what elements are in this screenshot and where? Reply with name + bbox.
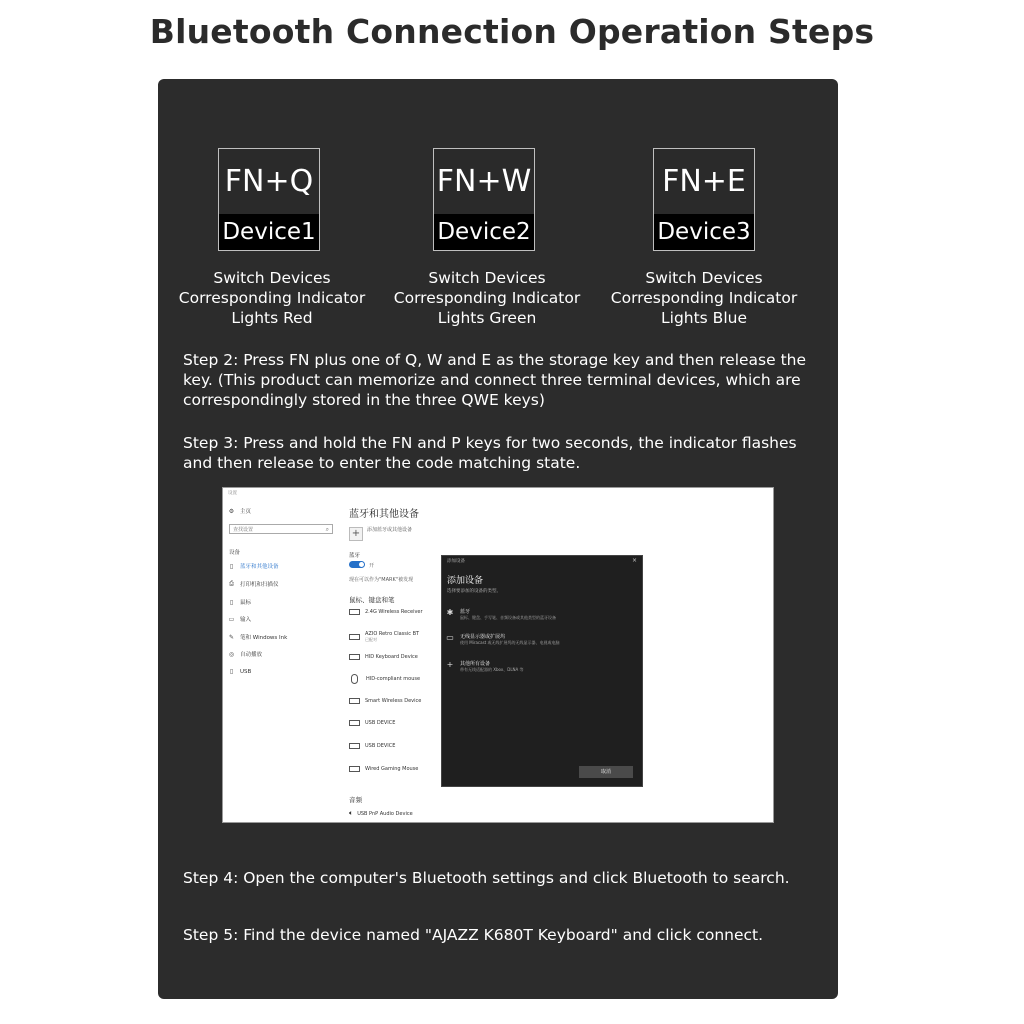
bluetooth-settings-screenshot [222, 487, 774, 823]
key-desc-line: Switch Devices [645, 269, 763, 287]
key-device-label: Device3 [654, 214, 754, 250]
key-description [167, 268, 377, 328]
device-row[interactable] [349, 720, 395, 726]
key-description [599, 268, 809, 328]
device-row[interactable] [349, 743, 395, 749]
typing-icon: ▭ [228, 615, 235, 623]
speaker-icon: 🔈︎ [349, 809, 354, 817]
home-icon: ⚙ [228, 507, 235, 515]
key-fn-e [653, 148, 755, 251]
plus-icon: + [446, 660, 454, 669]
nav-label: 笔和 Windows Ink [240, 635, 288, 641]
key-desc-line: Lights Green [437, 309, 537, 327]
key-device-label: Device2 [434, 214, 534, 250]
device-row[interactable] [349, 631, 419, 643]
key-desc-line: Switch Devices [213, 269, 331, 287]
key-combo: FN+E [662, 164, 746, 199]
option-title: 其他所有设备 [460, 661, 491, 667]
key-description [382, 268, 592, 328]
nav-printers[interactable] [228, 580, 279, 588]
audio-section: 音频 [349, 796, 362, 804]
cancel-button[interactable]: 取消 [579, 766, 633, 778]
keyboard-icon [349, 743, 360, 749]
add-device-dialog [441, 555, 643, 787]
key-combo: FN+Q [224, 164, 314, 199]
device-name: HID Keyboard Device [365, 654, 418, 660]
settings-search-input[interactable] [229, 524, 333, 534]
keyboard-icon [349, 609, 360, 615]
dialog-heading: 添加设备 [447, 576, 484, 586]
mouse-keyboard-section: 鼠标、键盘和笔 [349, 596, 395, 604]
dialog-subtitle: 选择要添加的设备的类型。 [447, 589, 501, 594]
keyboard-icon [349, 654, 360, 660]
keyboard-icon [349, 720, 360, 726]
key-desc-line: Lights Blue [661, 309, 747, 327]
nav-autoplay[interactable] [228, 650, 262, 658]
device-row[interactable] [349, 674, 420, 684]
option-wireless-display[interactable] [445, 633, 635, 651]
plus-icon: + [351, 528, 361, 539]
nav-pen[interactable] [228, 633, 287, 641]
key-desc-line: Lights Red [231, 309, 313, 327]
keyboard-icon [349, 766, 360, 772]
nav-label: 自动播放 [240, 652, 263, 658]
option-title: 无线显示器或扩展坞 [460, 634, 506, 640]
discoverable-text: 现在可以作为"MARK"被发现 [349, 577, 414, 583]
nav-home-label: 主页 [240, 509, 252, 515]
search-icon: ⌕ [325, 526, 329, 533]
device-row[interactable] [349, 609, 423, 615]
device-status: 已配对 [365, 637, 377, 642]
settings-heading: 蓝牙和其他设备 [349, 509, 419, 520]
bluetooth-toggle[interactable] [349, 561, 365, 568]
bluetooth-icon: ▯ [229, 562, 234, 570]
usb-icon: ▯ [229, 668, 234, 675]
nav-bluetooth[interactable] [228, 562, 279, 570]
nav-typing[interactable] [228, 615, 251, 623]
pen-icon: ✎ [228, 633, 235, 641]
section-label: 设备 [229, 550, 241, 556]
option-everything-else[interactable] [445, 660, 635, 678]
device-row[interactable] [349, 698, 421, 704]
nav-usb[interactable] [228, 668, 251, 675]
display-icon: ▭ [446, 633, 454, 642]
bluetooth-icon: ✱ [446, 608, 454, 617]
dialog-titlebar: 添加设备 [447, 559, 465, 564]
device-row[interactable] [349, 809, 413, 818]
close-icon[interactable]: × [631, 557, 637, 564]
device-row[interactable] [349, 766, 418, 772]
add-device-button[interactable] [349, 527, 363, 541]
keyboard-icon [349, 698, 360, 704]
key-device-label: Device1 [219, 214, 319, 250]
device-name: Smart Wireless Device [365, 698, 422, 704]
step-3-text: Step 3: Press and hold the FN and P keys for two seconds, the indicator flashes and then release to enter the code matching state. [183, 434, 797, 472]
add-device-label[interactable]: 添加蓝牙或其他设备 [367, 527, 413, 533]
device-name: 2.4G Wireless Receiver [365, 609, 423, 615]
key-fn-q [218, 148, 320, 251]
printer-icon: ⎙ [229, 580, 234, 587]
nav-label: 鼠标 [240, 600, 252, 606]
option-desc: 鼠标、键盘、手写笔、音频设备或其他类型的蓝牙设备 [460, 615, 556, 620]
device-name: HID-compliant mouse [366, 676, 421, 682]
instructions-panel [158, 79, 838, 999]
nav-label: USB [240, 668, 252, 675]
toggle-state: 开 [369, 563, 375, 569]
nav-mouse[interactable] [228, 598, 251, 606]
keyboard-icon [349, 634, 360, 640]
mouse-icon: ▯ [229, 598, 234, 606]
window-label: 设置 [228, 491, 237, 496]
key-desc-line: Corresponding Indicator [610, 289, 798, 307]
key-desc-line: Switch Devices [428, 269, 546, 287]
nav-label: 打印机和扫描仪 [240, 582, 279, 588]
page-title: Bluetooth Connection Operation Steps [149, 12, 875, 51]
step-2-text: Step 2: Press FN plus one of Q, W and E as the storage key and then release the key. (This product can memorize and connect three terminal devices, which are correspondingly stored in the three QWE keys) [183, 351, 807, 409]
option-bluetooth[interactable] [445, 608, 635, 626]
option-desc: 带有无线适配器的 Xbox、DLNA 等 [460, 667, 524, 672]
key-combo: FN+W [436, 164, 532, 199]
autoplay-icon: ◎ [228, 650, 235, 658]
device-name: USB DEVICE [365, 743, 396, 749]
key-desc-line: Corresponding Indicator [178, 289, 366, 307]
nav-label: 输入 [240, 617, 252, 623]
device-name: USB DEVICE [365, 720, 396, 726]
option-desc: 使用 Miracast 或无线扩展坞的无线显示器、电视或电脑 [460, 640, 560, 645]
step-4-text: Step 4: Open the computer's Bluetooth settings and click Bluetooth to search. [183, 869, 790, 887]
mouse-icon [351, 674, 358, 684]
key-desc-line: Corresponding Indicator [393, 289, 581, 307]
bluetooth-label: 蓝牙 [349, 553, 361, 559]
device-name: USB PnP Audio Device [357, 810, 413, 817]
step-5-text: Step 5: Find the device named "AJAZZ K680T Keyboard" and click connect. [183, 926, 764, 944]
option-title: 蓝牙 [460, 609, 471, 615]
nav-label: 蓝牙和其他设备 [240, 564, 279, 570]
nav-home[interactable] [228, 507, 251, 515]
key-fn-w [433, 148, 535, 251]
search-placeholder: 查找设置 [233, 527, 254, 533]
device-row[interactable] [349, 654, 418, 660]
device-name: AZIO Retro Classic BT [365, 631, 420, 637]
device-name: Wired Gaming Mouse [365, 766, 419, 772]
